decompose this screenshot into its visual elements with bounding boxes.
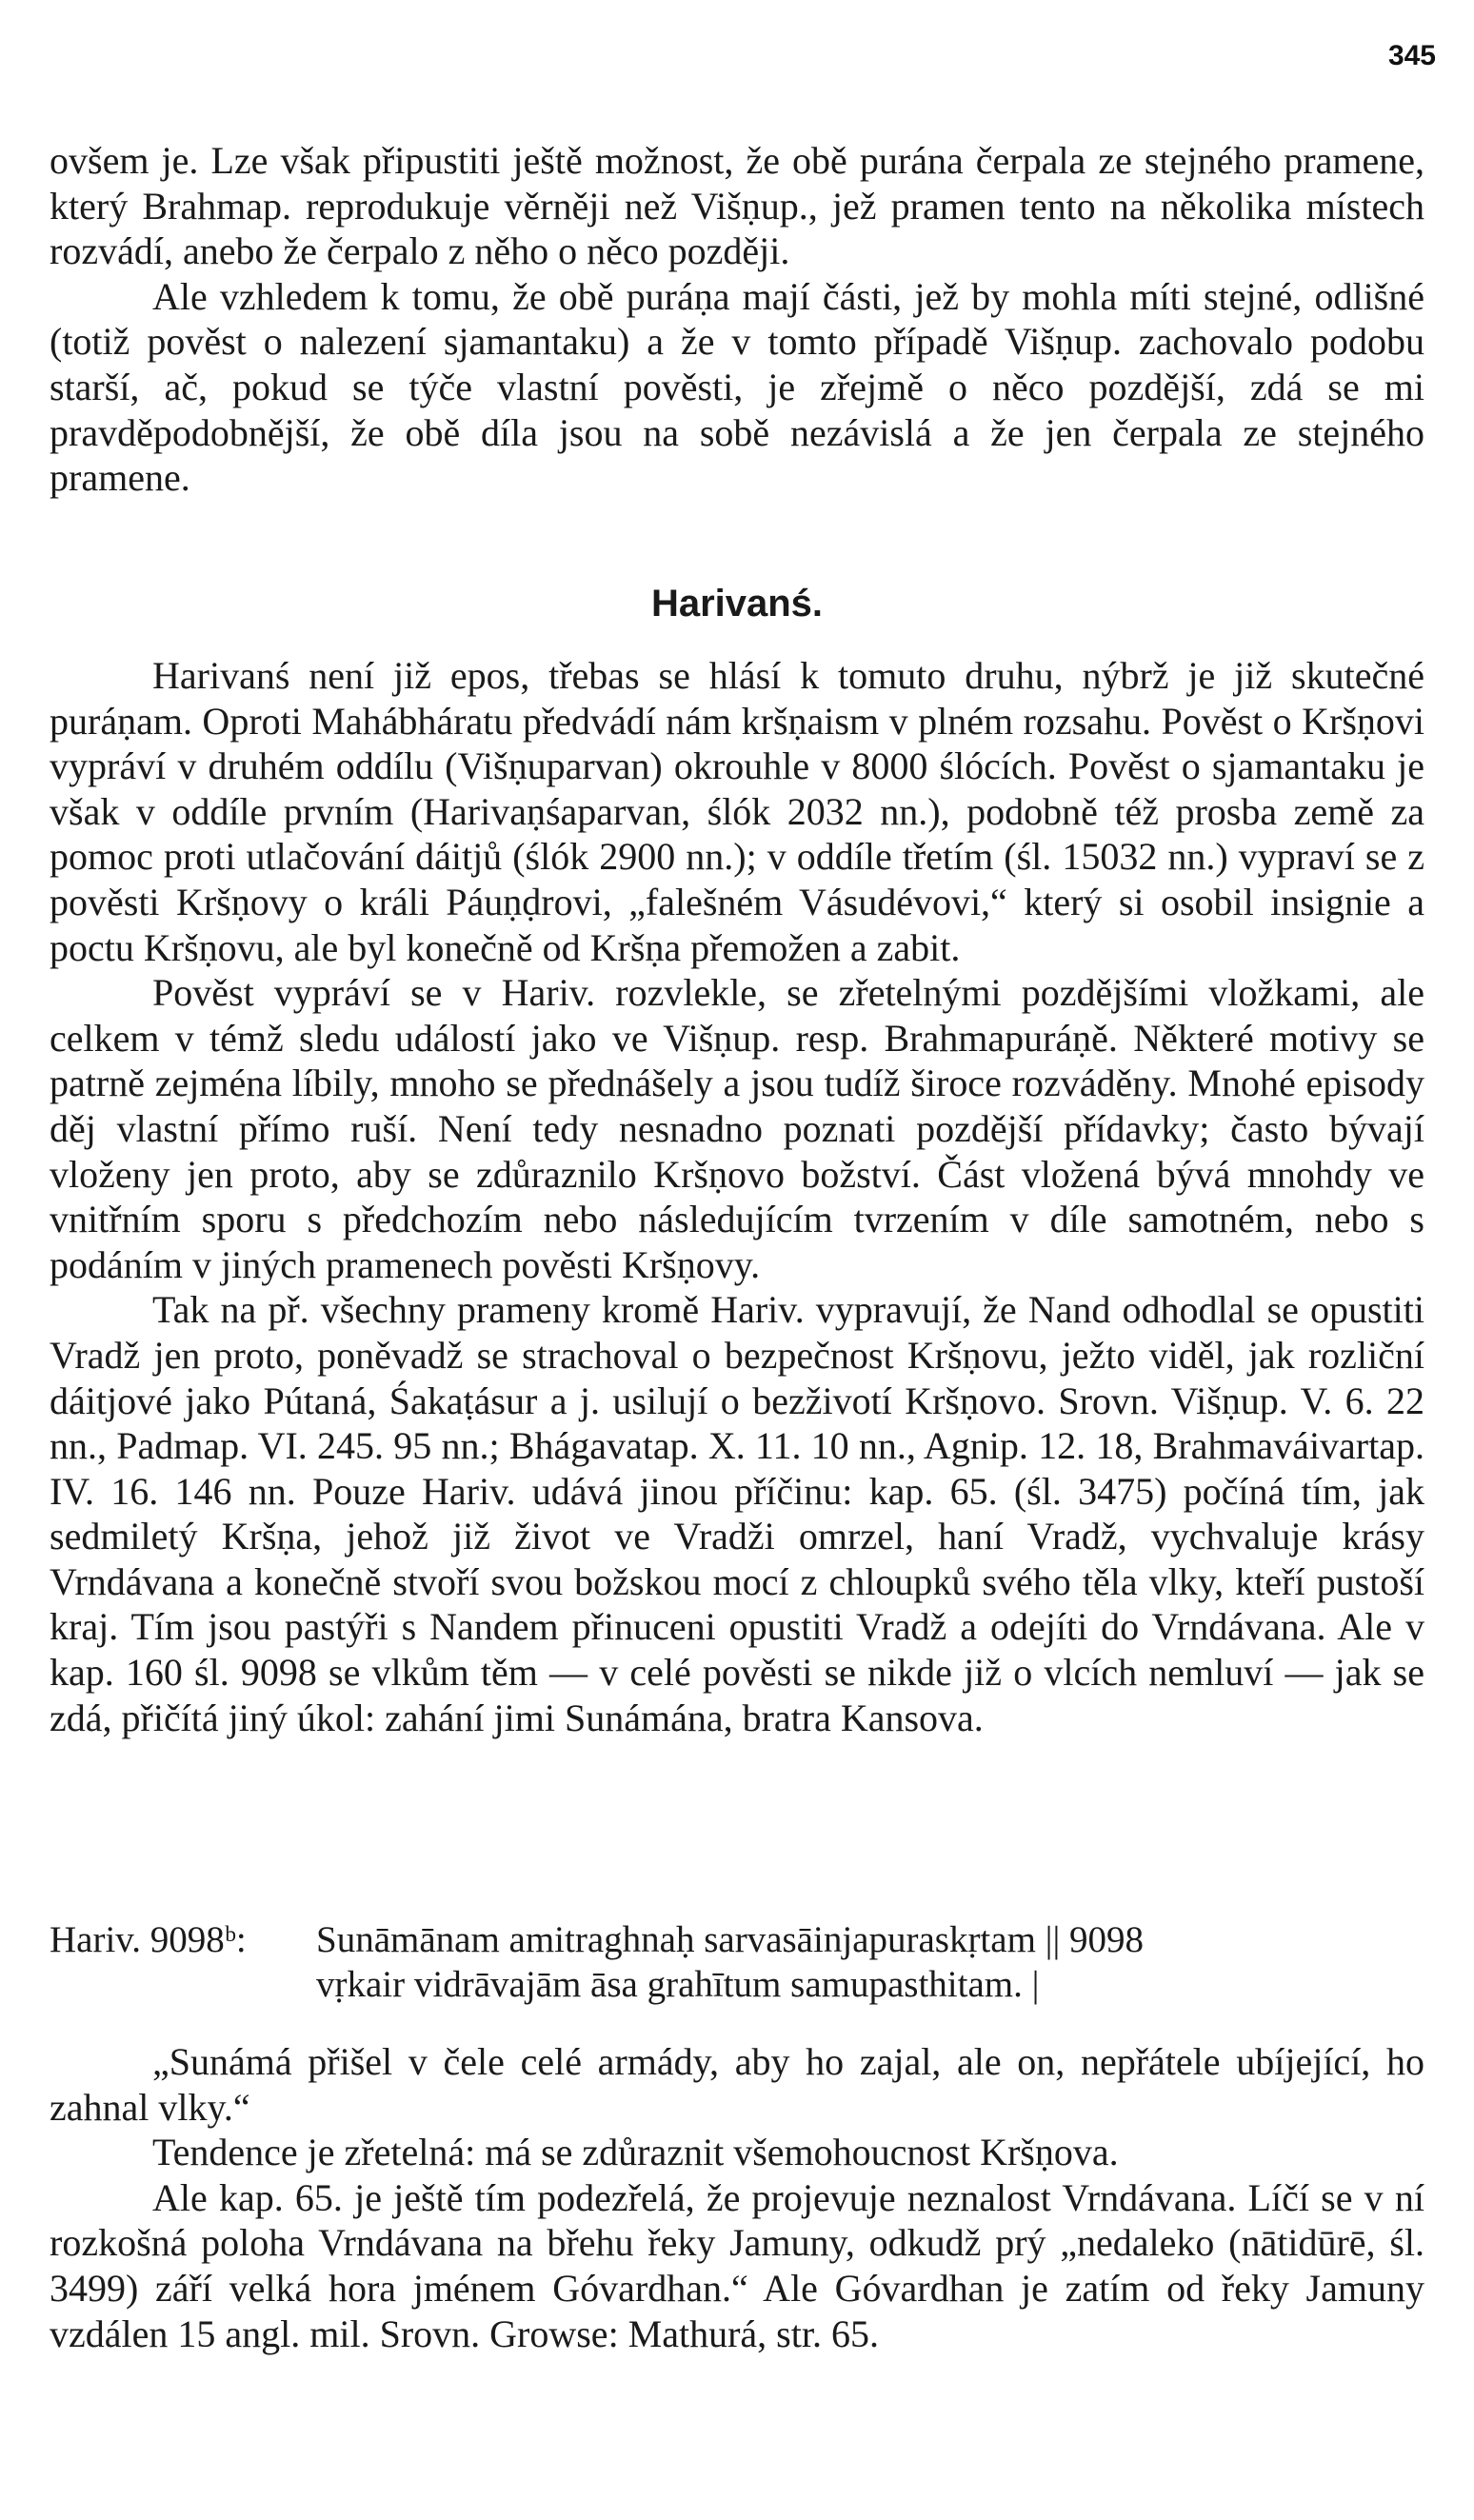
section-text	[50, 653, 1424, 1740]
section-heading: Harivanś.	[650, 583, 824, 625]
closing-paragraph-2: Tendence je zřetelná: má se zdůraznit všemohoucnost Kršṇova.	[152, 2131, 1119, 2174]
intro-paragraph-1: ovšem je. Lze však připustiti ještě možnost, že obě purána čerpala ze stejného pramene, který Brahmap. reprodukuje věrněji než Višṇup., jež pramen tento na několika místech rozvádí, anebo že čerpalo z něho o něco později.	[50, 139, 1424, 273]
section-paragraph-1: Harivanś není již epos, třebas se hlásí k tomuto druhu, nýbrž je již skutečné puráṇam. Oproti Mahábháratu předvádí nám kršṇaism v plném rozsahu. Pověst o Kršṇovi vypráví v druhém oddílu (Višṇuparvan) okrouhle v 8000 ślócích. Pověst o sjamantaku je však v oddíle prvním (Harivaṇśaparvan, ślók 2032 nn.), podobně též prosba země za pomoc proti utlačování dáitjů (ślók 2900 nn.); v oddíle třetím (śl. 15032 nn.) vypraví se z pověsti Kršṇovy o králi Páuṇḍrovi, „falešném Vásudévovi,“ který si osobil insignie a poctu Kršṇovu, ale byl konečně od Kršṇa přemožen a zabit.	[50, 654, 1424, 969]
section-paragraph-2: Pověst vypráví se v Hariv. rozvlekle, se zřetelnými pozdějšími vložkami, ale celkem v témž sledu událostí jako ve Višṇup. resp. Brahmapuráṇě. Některé motivy se patrně zejména líbily, mnoho se přednášely a jsou tudíž široce rozváděny. Mnohé episody děj vlastní přímo ruší. Není tedy nesnadno poznati pozdější přídavky; často bývají vloženy jen proto, aby se zdůraznilo Kršṇovo božství. Část vložená bývá mnohdy ve vnitřním sporu s předchozím nebo následujícím tvrzením v díle samotném, nebo s podáním v jiných pramenech pověsti Kršṇovy.	[50, 971, 1424, 1286]
page-number: 345	[1387, 40, 1436, 71]
citation-row-1	[50, 1917, 1424, 1962]
intro-text	[50, 138, 1424, 501]
closing-paragraph-3: Ale kap. 65. je ještě tím podezřelá, že projevuje neznalost Vrndávana. Líčí se v ní rozkošná poloha Vrndávana na břehu řeky Jamuny, odkudž prý „nedaleko (nātidūrē, śl. 3499) září velká hora jménem Góvardhan.“ Ale Góvardhan je zatím od řeky Jamuny vzdálen 15 angl. mil. Srovn. Growse: Mathurá, str. 65.	[50, 2175, 1424, 2355]
closing-text	[50, 2039, 1424, 2356]
closing-paragraph-1: „Sunámá přišel v čele celé armády, aby ho zajal, ale on, nepřátele ubíjející, ho zahnal vlky.“	[50, 2040, 1424, 2129]
citation-line-2: vṛkair vidrāvajām āsa grahītum samupasthitam. |	[316, 1964, 1040, 2005]
citation-line-1: Sunāmānam amitraghnaḥ sarvasāinjapuraskṛtam || 9098	[316, 1919, 1145, 1960]
section-paragraph-3: Tak na př. všechny prameny kromě Hariv. vypravují, že Nand odhodlal se opustiti Vradž jen proto, poněvadž se strachoval o bezpečnost Kršṇovu, ježto viděl, jak rozliční dáitjové jako Pútaná, Śakaṭásur a j. usilují o bezživotí Kršṇovo. Srovn. Višṇup. V. 6. 22 nn., Padmap. VI. 245. 95 nn.; Bhágavatap. X. 11. 10 nn., Agnip. 12. 18, Brahmaváivartap. IV. 16. 146 nn. Pouze Hariv. udává jinou příčinu: kap. 65. (śl. 3475) počíná tím, jak sedmiletý Kršṇa, jehož již život ve Vradži omrzel, haní Vradž, vychvaluje krásy Vrndávana a konečně stvoří svou božskou mocí z chloupků svého těla vlky, kteří pustoší kraj. Tím jsou pastýři s Nandem přinuceni opustiti Vradž a odejíti do Vrndávana. Ale v kap. 160 śl. 9098 se vlkům těm — v celé pověsti se nikde již o vlcích nemluví — jak se zdá, přičítá jiný úkol: zahání jimi Sunámána, bratra Kansova.	[50, 1288, 1424, 1739]
citation-row-2	[50, 1962, 1424, 2007]
sanskrit-citation	[50, 1917, 1424, 2007]
citation-label: Hariv. 9098ᵇ:	[50, 1919, 247, 1960]
intro-paragraph-2: Ale vzhledem k tomu, že obě puráṇa mají části, jež by mohla míti stejné, odlišné (totiž pověst o nalezení sjamantaku) a že v tomto případě Višṇup. zachovalo podobu starší, ač, pokud se týče vlastní pověsti, je zřejmě o něco pozdější, zdá se mi pravděpodobnější, že obě díla jsou na sobě nezávislá a že jen čerpala ze stejného pramene.	[50, 274, 1424, 500]
